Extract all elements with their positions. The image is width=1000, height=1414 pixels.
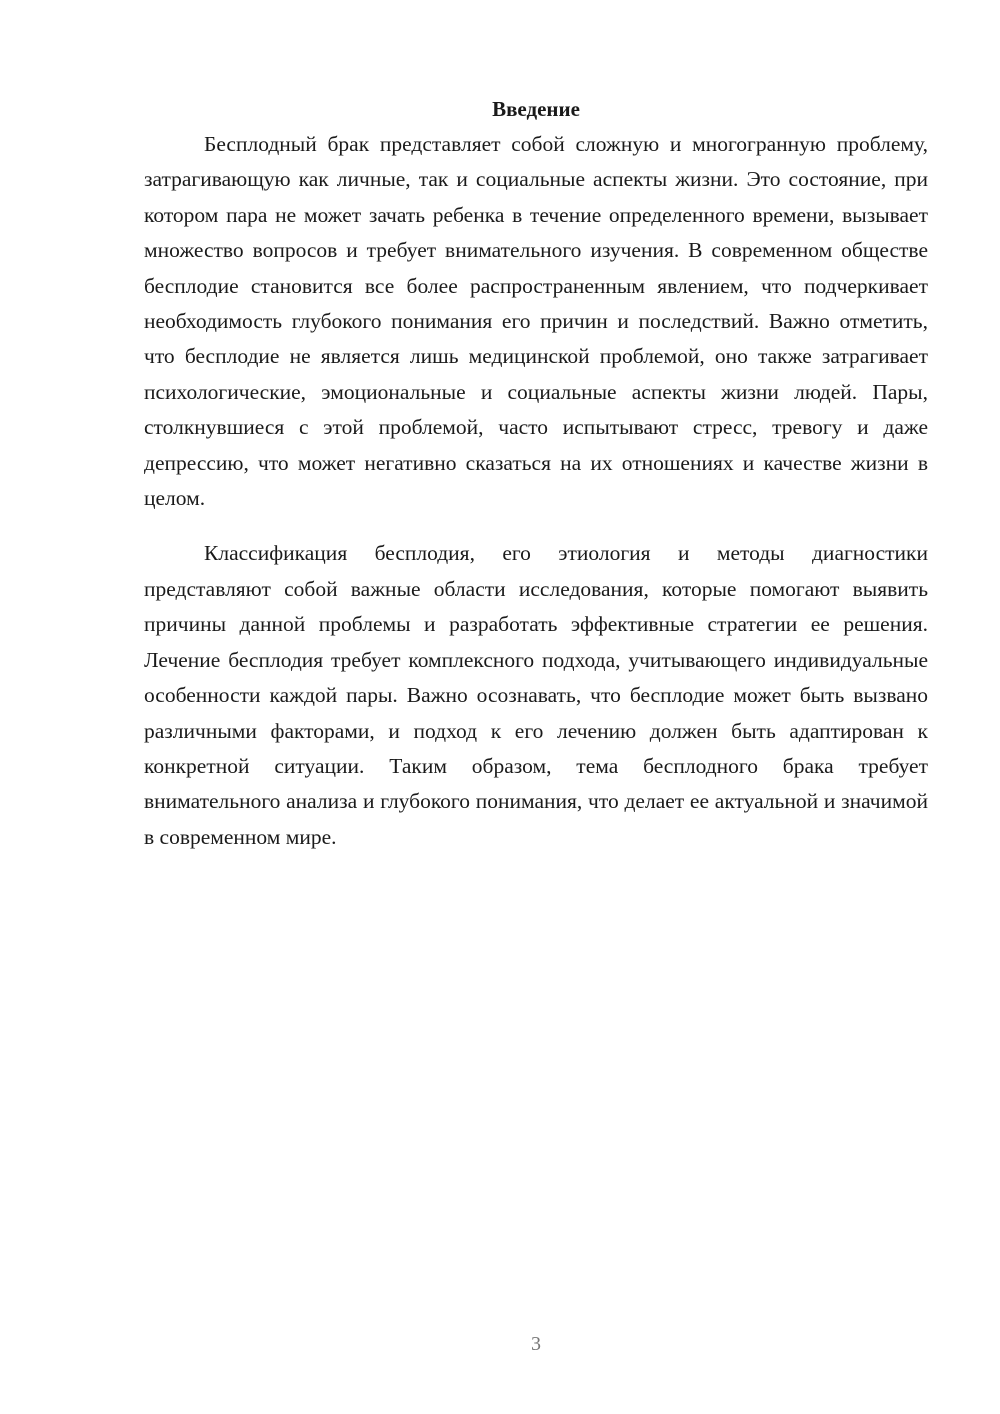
paragraph-2: Классификация бесплодия, его этиология и методы диагностики представляют собой важные области исследования, которые помогают выявить причины данной проблемы и разработать эффективные стратегии ее решения. Лечение бесплодия требует комплексного подхода, учитывающего индивидуальные особенности каждой пары. Важно осознавать, что бесплодие может быть вызвано различными факторами, и подход к его лечению должен быть адаптирован к конкретной ситуации. Таким образом, тема бесплодного брака требует внимательного анализа и глубокого понимания, что делает ее актуальной и значимой в современном мире. [144,541,928,849]
page-content [144,92,928,855]
page-number: 3 [531,1333,541,1355]
paragraph-1: Бесплодный брак представляет собой сложную и многогранную проблему, затрагивающую как личные, так и социальные аспекты жизни. Это состояние, при котором пара не может зачать ребенка в течение определенного времени, вызывает множество вопросов и требует внимательного изучения. В современном обществе бесплодие становится все более распространенным явлением, что подчеркивает необходимость глубокого понимания его причин и последствий. Важно отметить, что бесплодие не является лишь медицинской проблемой, оно также затрагивает психологические, эмоциональные и социальные аспекты жизни людей. Пары, столкнувшиеся с этой проблемой, часто испытывают стресс, тревогу и даже депрессию, что может негативно сказаться на их отношениях и качестве жизни в целом. [144,132,928,511]
section-title: Введение [492,97,580,121]
